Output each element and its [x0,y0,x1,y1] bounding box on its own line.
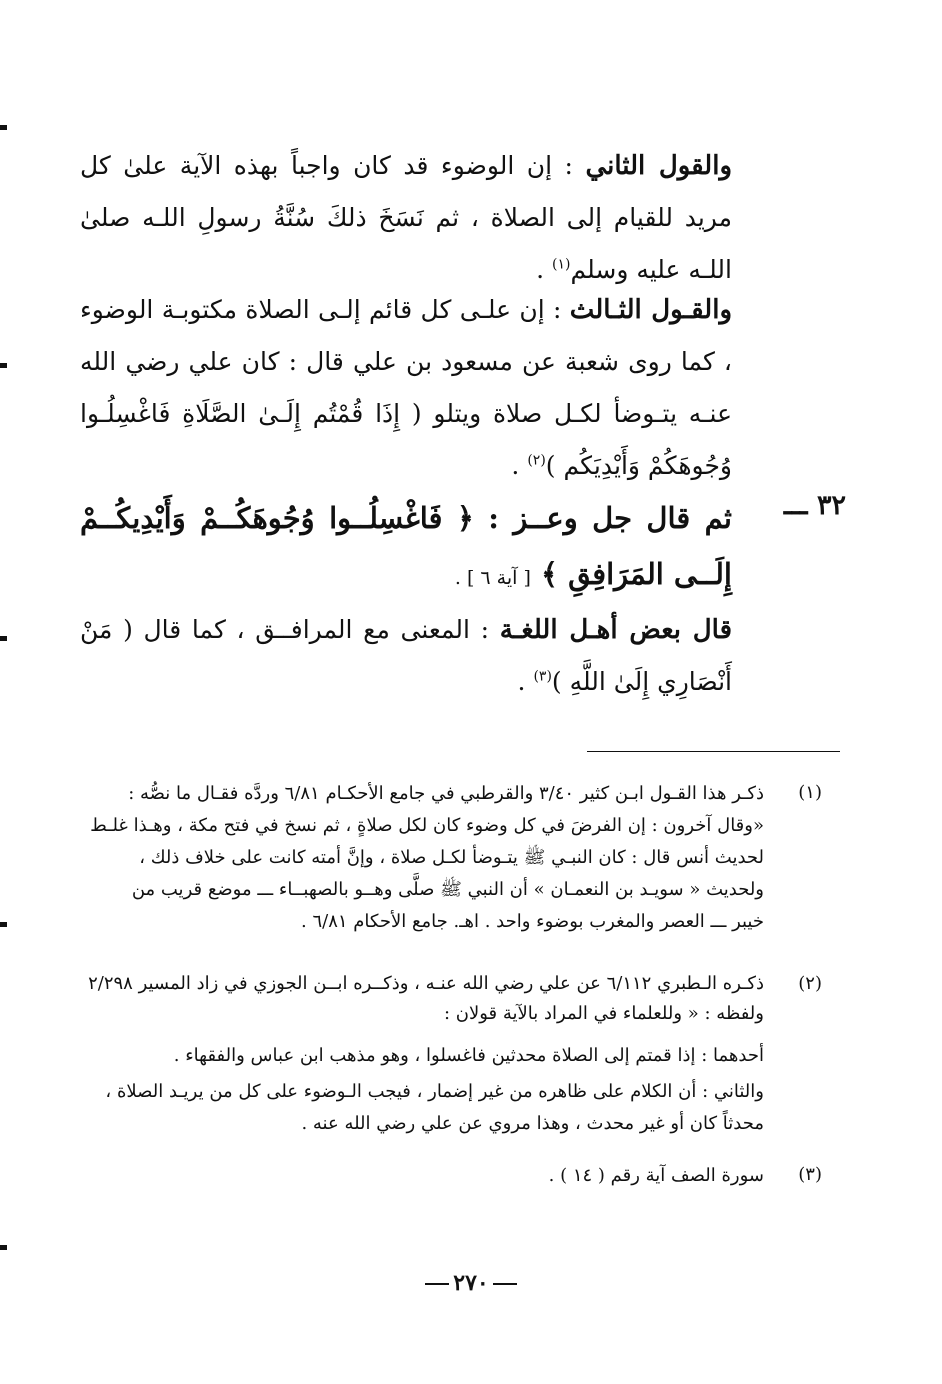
footnote-ref: (١) [551,256,571,273]
footnote-subline: محدثاً كان أو غير محدث ، وهذا مروي عن علي رضي الله عنه . [301,1113,764,1134]
binding-mark [0,922,7,927]
footnote-line: ولحديث « سويـد بن النعمـان » أن النبي ﷺ صلَّى وهــو بالصهبــاء ـــ موضع قريب من [131,879,764,900]
footnote-line: ذكـر هذا القـول ابـن كثير ٣/٤٠ والقرطبي في جامع الأحكـام ٦/٨١ وردَّه فقـال ما نصُّه : [128,783,764,804]
verse-number: ٣٢ ـــ [783,490,846,521]
footnote-number: (٣) [798,1164,822,1185]
footnote-1 [80,778,764,938]
footnote-line: لحديث أنس قال : كان النبـي ﷺ يتـوضأ لكـل صلاة ، وإنَّ أمته كانت على خلاف ذلك ، [139,847,764,868]
footnote-subline: والثاني : أن الكلام على ظاهره من غير إضمار ، فيجب الـوضوء على كل من يريـد الصلاة ، [105,1081,764,1102]
binding-mark [0,125,7,130]
binding-mark [0,1245,7,1250]
page-number-value: ٢٧٠ [453,1270,489,1296]
paragraph-text: : إن علـى كل قائم إلـى الصلاة مكتوبـة الوضوء ، كما روى شعبة عن مسعود بن علي قال : كان علي رضي الله عنـه يتـوضأ لكـل صلاة ويتلو ( إِذَا قُمْتُم إِلَـىٰ الصَّلَاةِ فَاغْسِلُـوا وُجُوهَكُمْ وَأَيْدِيَكُم ) [80,295,732,480]
footnote-line: خيبر ـــ العصر والمغرب بوضوء واحد . اهـ. جامع الأحكام ٦/٨١ . [301,911,764,932]
paragraph-third-opinion [80,284,732,492]
footnote-line: سورة الصف آية رقم ( ١٤ ) . [548,1165,764,1186]
footnote-ref: (٣) [533,668,552,685]
footnote-separator [587,751,840,752]
footnote-ref: (٢) [527,452,546,469]
footnote-subline: أحدهما : إذا قمتم إلى الصلاة محدثين فاغسلوا ، وهو مذهب ابن عباس والفقهاء . [173,1045,764,1066]
footnote-2 [80,968,764,1140]
footnote-number: (١) [798,782,822,803]
footnote-3 [80,1160,764,1192]
verse-end: . [454,567,467,589]
paragraph-lead: والقول الثاني [585,151,732,181]
paragraph-end: . [536,255,552,284]
paragraph-text: : إن الوضوء قد كان واجباً بهذه الآية علىٰ كل مريد للقيام إلى الصلاة ، ثم نَسَخَ ذلكَ سُنَّةُ رسولِ اللـه صلىٰ اللـه عليه وسلم [80,151,732,284]
footnote-line: «وقال آخرون : إن الفرضَ في كل وضوء كان لكل صلاةٍ ، ثم نسخ في فتح مكة ، وهـذا غلـط [90,815,764,836]
verse-heading [80,490,732,606]
paragraph-lead: قال بعض أهـل اللغـة [499,615,732,645]
verse-text: ثم قال جل وعــز : ﴿ فَاغْسِلُــوا وُجُوهَكُــمْ وَأَيْدِيكُــمْ إِلَــى المَرَافِقِ ﴾ [80,501,732,591]
paragraph-lead: والقـول الثـالث [569,295,733,325]
footnote-number: (٢) [798,973,822,994]
binding-mark [0,363,7,368]
paragraph-second-opinion [80,140,732,296]
paragraph-end: . [511,451,528,480]
paragraph-text: : المعنى مع المرافــق ، كما قال ( مَنْ أَنْصَارِي إِلَىٰ اللَّهِ ) [80,615,732,696]
paragraph-linguists [80,604,732,708]
footnote-line: ولفظه : « وللعلماء في المراد بالآية قولان : [443,1003,764,1024]
ayah-reference: [ آية ٦ ] [466,567,531,589]
page-number-dash [493,1283,517,1285]
paragraph-end: . [517,667,534,696]
page-number [0,1270,942,1296]
page-number-dash [425,1283,449,1285]
binding-mark [0,636,7,641]
footnote-line: ذكـره الـطبري ٦/١١٢ عن علي رضي الله عنـه ، وذكــره ابــن الجوزي في زاد المسير ٢/٢٩٨ [88,973,764,994]
